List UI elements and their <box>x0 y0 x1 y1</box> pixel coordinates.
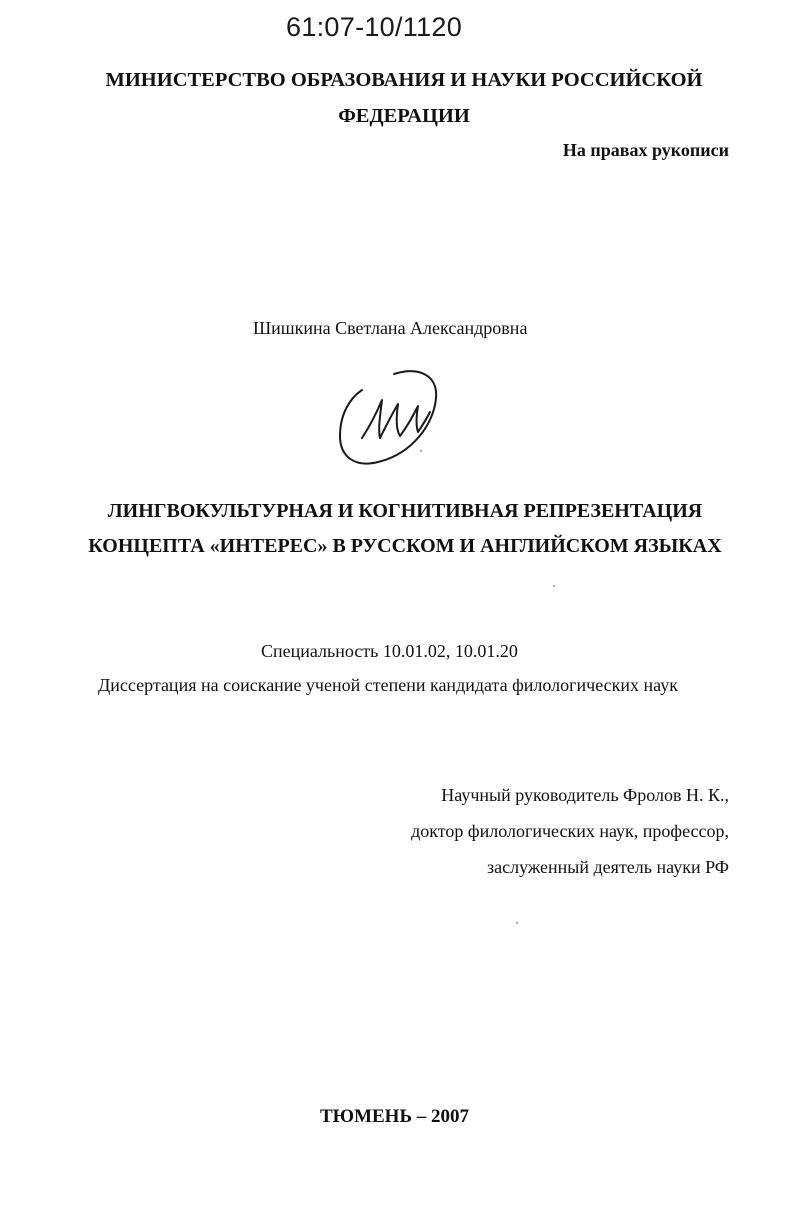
scan-speck <box>553 585 555 587</box>
supervisor-line3: заслуженный деятель науки РФ <box>487 857 729 877</box>
archive-code: 61:07-10/1120 <box>286 12 463 42</box>
author-name: Шишкина Светлана Александровна <box>253 318 528 338</box>
scan-speck <box>420 450 422 452</box>
degree-line: Диссертация на соискание ученой степени кандидата филологических наук <box>98 675 678 695</box>
rights-note: На правах рукописи <box>562 140 729 160</box>
ministry-heading-line2: ФЕДЕРАЦИИ <box>338 105 470 127</box>
dissertation-title-line1: ЛИНГВОКУЛЬТУРНАЯ И КОГНИТИВНАЯ РЕПРЕЗЕНТАЦИЯ <box>107 500 703 522</box>
supervisor-line1: Научный руководитель Фролов Н. К., <box>441 785 729 805</box>
handwritten-signature <box>332 364 444 472</box>
supervisor-line2: доктор филологических наук, профессор, <box>411 821 729 841</box>
dissertation-title-line2: КОНЦЕПТА «ИНТЕРЕС» В РУССКОМ И АНГЛИЙСКОМ ЯЗЫКАХ <box>88 535 722 557</box>
scan-speck <box>516 922 518 924</box>
city-year: ТЮМЕНЬ – 2007 <box>320 1106 470 1127</box>
specialty-line: Специальность 10.01.02, 10.01.20 <box>261 641 518 661</box>
ministry-heading-line1: МИНИСТЕРСТВО ОБРАЗОВАНИЯ И НАУКИ РОССИЙСКОЙ <box>105 69 703 91</box>
